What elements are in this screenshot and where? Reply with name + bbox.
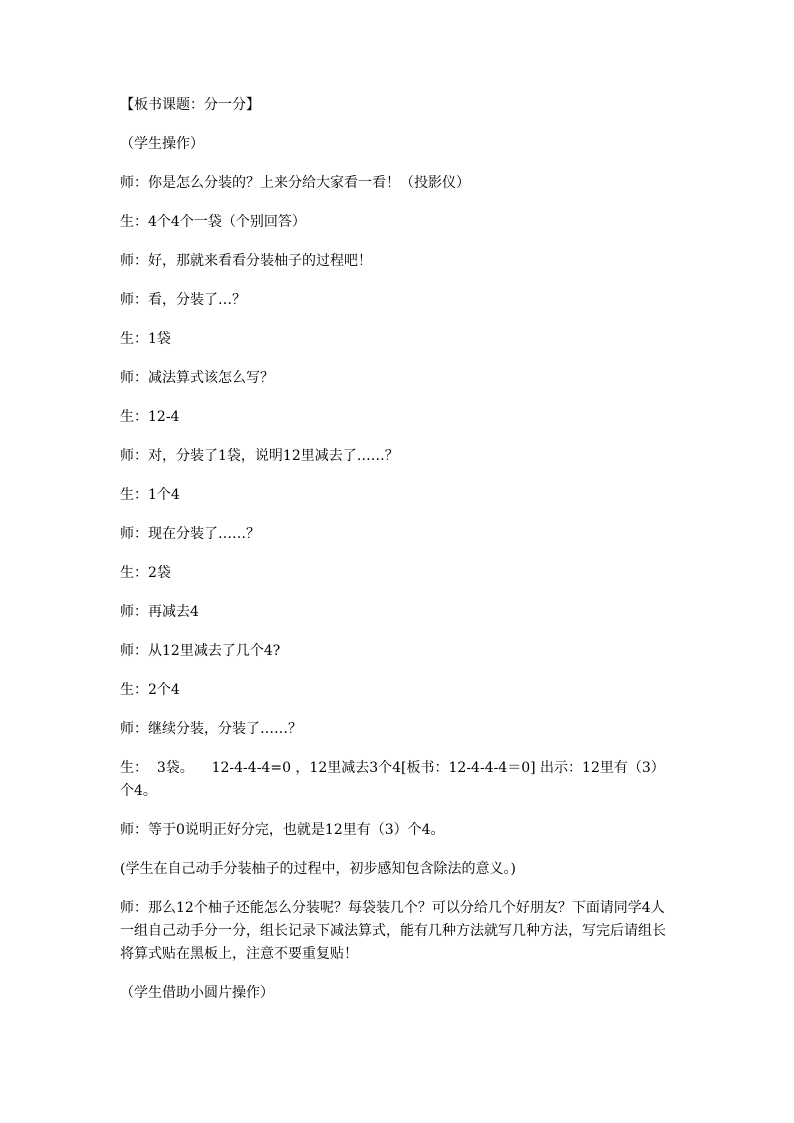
paragraph: 生：12-4 <box>120 409 180 425</box>
paragraph: 师：对，分装了1袋，说明12里减去了……？ <box>120 448 399 464</box>
paragraph: 师：那么12个柚子还能怎么分装呢？每袋装几个？可以分给几个好朋友？下面请同学4人一组自己动手分一分，组长记录下减法算式，能有几种方法就写几种方法，写完后请组长将算式贴在黑板上，注意不要重复贴！ <box>120 900 666 962</box>
paragraph: 生： 3袋。 12-4-4-4=0 ，12里减去3个4[板书：12-4-4-4＝0] 出示：12里有（3）个4。 <box>120 760 665 799</box>
lesson-title: 【板书课题：分一分】 <box>120 97 260 113</box>
paragraph: 生：2袋 <box>120 565 171 581</box>
paragraph: 师：现在分装了……？ <box>120 526 260 542</box>
paragraph: 师：你是怎么分装的？上来分给大家看一看！（投影仪） <box>120 175 470 191</box>
paragraph: 师：从12里减去了几个4? <box>120 643 281 659</box>
paragraph: 生：1个4 <box>120 487 180 503</box>
document-page <box>120 94 670 1021</box>
paragraph: 生：2个4 <box>120 682 180 698</box>
paragraph: 师：等于0说明正好分完，也就是12里有（3）个4。 <box>120 822 445 838</box>
paragraph: （学生借助小圆片操作） <box>120 985 274 1001</box>
paragraph: 师：继续分装，分装了……？ <box>120 721 302 737</box>
paragraph: 师：减法算式该怎么写？ <box>120 370 274 386</box>
paragraph: 生：1袋 <box>120 331 171 347</box>
paragraph: 生：4个4个一袋（个别回答） <box>120 214 306 230</box>
paragraph: （学生操作） <box>120 136 204 152</box>
paragraph: (学生在自己动手分装柚子的过程中，初步感知包含除法的意义。) <box>120 861 516 877</box>
paragraph: 师：再减去4 <box>120 604 199 620</box>
paragraph: 师：看，分装了…？ <box>120 292 246 308</box>
paragraph: 师：好，那就来看看分装柚子的过程吧！ <box>120 253 372 269</box>
